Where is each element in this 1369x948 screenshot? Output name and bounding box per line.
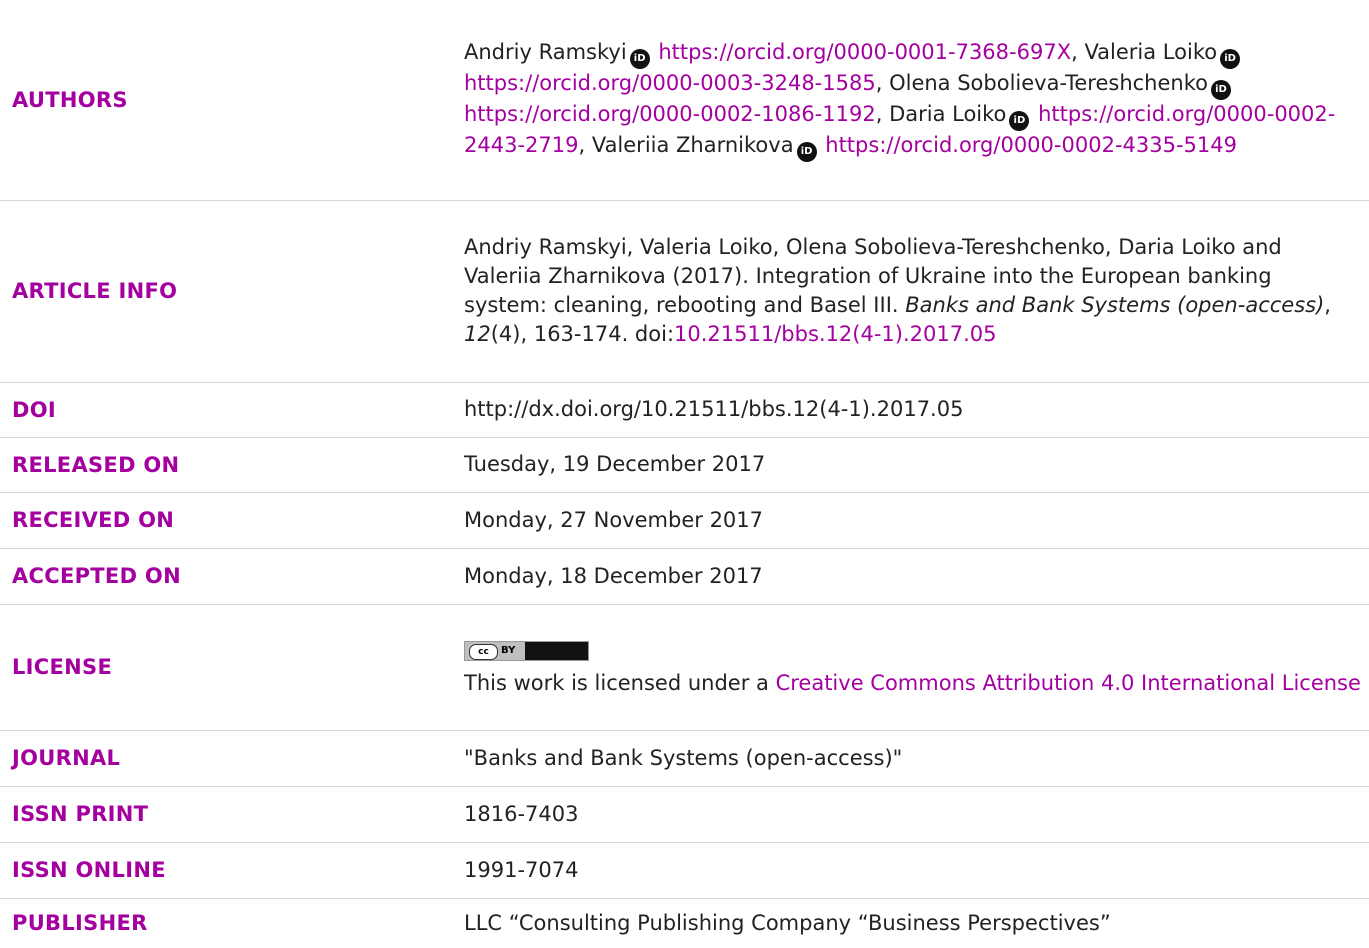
orcid-icon[interactable]: iD xyxy=(797,142,817,162)
row-article-info xyxy=(0,200,1369,382)
received-on-value: Monday, 27 November 2017 xyxy=(464,507,764,532)
citation-text: Andriy Ramskyi, Valeria Loiko, Olena Sobolieva-Tereshchenko, Daria Loiko and Valeriia Zharnikova (2017). Integration of Ukraine into the European banking system: cleaning, rebooting and Basel III. xyxy=(464,235,1282,317)
row-issn-online xyxy=(0,842,1369,898)
publisher-label: PUBLISHER xyxy=(12,911,148,936)
orcid-link[interactable]: https://orcid.org/0000-0003-3248-1585 xyxy=(464,70,876,95)
journal-label: JOURNAL xyxy=(12,746,121,770)
orcid-link[interactable]: https://orcid.org/0000-0001-7368-697X xyxy=(658,39,1072,64)
orcid-link[interactable]: https://orcid.org/0000-0002-1086-1192 xyxy=(464,101,876,126)
accepted-on-label: ACCEPTED ON xyxy=(12,564,181,588)
by-icon: BY xyxy=(501,645,516,656)
doi-link[interactable]: 10.21511/bbs.12(4-1).2017.05 xyxy=(674,322,997,346)
license-label: LICENSE xyxy=(12,655,113,679)
author-name: Valeriia Zharnikova xyxy=(591,132,794,157)
row-license xyxy=(0,604,1369,730)
cc-by-badge-icon[interactable] xyxy=(464,641,589,661)
citation-volume: 12 xyxy=(464,322,491,346)
row-issn-print xyxy=(0,786,1369,842)
author-name: Olena Sobolieva-Tereshchenko xyxy=(889,70,1208,95)
orcid-icon[interactable]: iD xyxy=(630,49,650,69)
license-text: This work is licensed under a xyxy=(464,671,776,695)
journal-value: "Banks and Bank Systems (open-access)" xyxy=(464,745,903,770)
released-on-value: Tuesday, 19 December 2017 xyxy=(464,452,766,476)
issn-print-label: ISSN PRINT xyxy=(12,802,149,826)
author-name: Andriy Ramskyi xyxy=(464,39,627,64)
issn-online-value: 1991-7074 xyxy=(464,857,579,882)
authors-value: Andriy Ramskyi iD https://orcid.org/0000-0001-7368-697X, Valeria Loiko iD https://orcid.org/0000-0003-3248-1585, Olena Sobolieva-Tereshchenko iD https://orcid.org/0000-0002-1086-1192, Daria Loiko iD https://orcid.org/0000-0002-2443-2719, Valeriia Zharnikova iD https://orcid.org/0000-0002-4335-5149 xyxy=(452,0,1369,200)
issn-print-value: 1816-7403 xyxy=(464,801,579,826)
row-journal xyxy=(0,730,1369,786)
authors-label: AUTHORS xyxy=(12,87,128,112)
orcid-icon[interactable]: iD xyxy=(1009,111,1029,131)
author-name: Daria Loiko xyxy=(889,101,1007,126)
license-value xyxy=(452,604,1369,730)
license-link[interactable]: Creative Commons Attribution 4.0 International License xyxy=(775,671,1361,695)
row-accepted-on xyxy=(0,548,1369,604)
orcid-icon[interactable]: iD xyxy=(1211,80,1231,100)
accepted-on-value: Monday, 18 December 2017 xyxy=(464,563,763,588)
article-info-value: Andriy Ramskyi, Valeria Loiko, Olena Sobolieva-Tereshchenko, Daria Loiko and Valeriia Zharnikova (2017). Integration of Ukraine into the European banking system: cleaning, rebooting and Basel III. Banks and Bank Systems (open-access), 12(4), 163-174. doi:10.21511/bbs.12(4-1).2017.05 xyxy=(464,235,1331,346)
doi-label: DOI xyxy=(12,397,56,422)
doi-value: http://dx.doi.org/10.21511/bbs.12(4-1).2017.05 xyxy=(464,397,964,421)
orcid-link[interactable]: https://orcid.org/0000-0002-4335-5149 xyxy=(825,132,1237,157)
row-publisher xyxy=(0,898,1369,948)
publisher-value: LLC “Consulting Publishing Company “Business Perspectives” xyxy=(464,910,1111,935)
row-authors xyxy=(0,0,1369,200)
article-info-label: ARTICLE INFO xyxy=(12,279,178,303)
received-on-label: RECEIVED ON xyxy=(12,508,175,532)
issn-online-label: ISSN ONLINE xyxy=(12,858,166,882)
row-released-on xyxy=(0,437,1369,492)
orcid-link[interactable]: https://orcid.org/0000-0002-2443-2719 xyxy=(464,101,1336,157)
row-received-on xyxy=(0,492,1369,548)
author-name: Valeria Loiko xyxy=(1084,39,1218,64)
row-doi xyxy=(0,382,1369,437)
citation-journal: Banks and Bank Systems (open-access) xyxy=(905,293,1325,317)
cc-icon: cc xyxy=(469,644,498,660)
orcid-icon[interactable]: iD xyxy=(1220,49,1240,69)
released-on-label: RELEASED ON xyxy=(12,452,180,477)
citation-issue-pages: (4), 163-174. doi: xyxy=(490,322,675,346)
